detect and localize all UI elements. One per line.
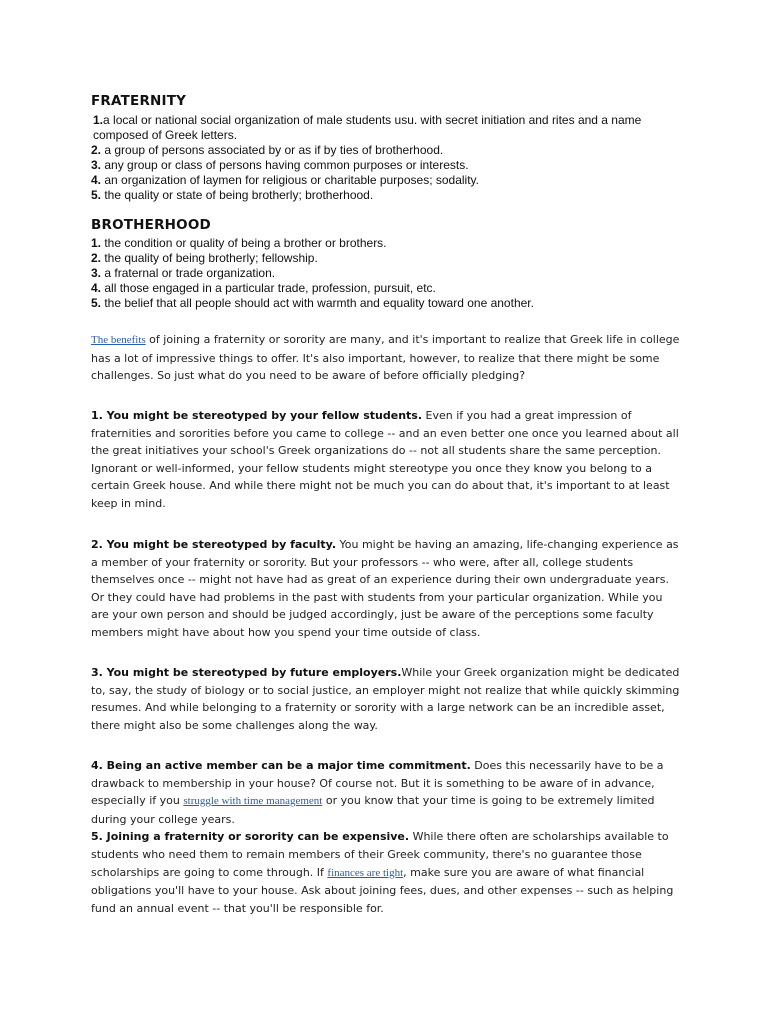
brotherhood-definitions xyxy=(91,236,651,311)
point-1-text xyxy=(91,407,681,513)
point-2-body: You might be having an amazing, life-changing experience as a member of your fraternity or sorority. But your professors -- who were, after all, college students themselves once -- might not have had as great of an experience during their own undergraduate years. Or they could have had problems in the past with students from your particular organization. While you are your own person and should be judged accordingly, just be aware of the perceptions some faculty members might have about how you spend your time outside of class. xyxy=(91,538,679,639)
definition-text: an organization of laymen for religious or charitable purposes; sodality. xyxy=(101,173,479,187)
definition-number: 4. xyxy=(91,281,102,295)
point-3-title: 3. You might be stereotyped by future employers. xyxy=(91,666,402,679)
definition-item xyxy=(91,296,651,311)
points-4-5-block xyxy=(91,757,681,917)
fraternity-heading: FRATERNITY xyxy=(91,93,187,109)
definition-number: 3. xyxy=(91,266,102,280)
definition-number: 2. xyxy=(91,251,102,265)
benefits-link[interactable]: The benefits xyxy=(91,334,146,346)
point-5-text xyxy=(91,828,681,917)
definition-item xyxy=(91,266,651,281)
definition-text: any group or class of persons having common purposes or interests. xyxy=(101,158,469,172)
definition-text: a local or national social organization of male students usu. with secret initiation and rites and a name composed of Greek letters. xyxy=(93,113,642,142)
definition-item xyxy=(91,143,651,158)
definition-item xyxy=(91,251,651,266)
point-5-title: 5. Joining a fraternity or sorority can be expensive. xyxy=(91,830,410,844)
definition-text: the quality of being brotherly; fellowship. xyxy=(101,251,318,265)
point-4-body-after: or you know that your time is going to be extremely limited during your college years. xyxy=(91,794,655,826)
brotherhood-heading: BROTHERHOOD xyxy=(91,217,211,233)
point-4-text xyxy=(91,757,681,828)
definition-text: the belief that all people should act with warmth and equality toward one another. xyxy=(101,296,534,310)
fraternity-definitions xyxy=(91,113,651,203)
definition-number: 4. xyxy=(91,173,102,187)
definition-number: 2. xyxy=(91,143,102,157)
point-2-paragraph xyxy=(91,536,681,642)
intro-text xyxy=(91,331,681,385)
point-3-body: While your Greek organization might be dedicated to, say, the study of biology or to social justice, an employer might not realize that while quickly skimming resumes. And while belonging to a fraternity or sorority with a large network can be an incredible asset, there might also be some challenges along the way. xyxy=(91,666,680,732)
definition-item xyxy=(91,188,651,203)
definition-item xyxy=(91,158,651,173)
definition-text: all those engaged in a particular trade, profession, pursuit, etc. xyxy=(101,281,436,295)
definition-number: 1. xyxy=(91,236,102,250)
point-2-text xyxy=(91,536,681,642)
definition-text: a group of persons associated by or as if by ties of brotherhood. xyxy=(101,143,444,157)
definition-item xyxy=(91,236,651,251)
point-4-title: 4. Being an active member can be a major time commitment. xyxy=(91,759,471,772)
time-management-link[interactable]: struggle with time management xyxy=(183,795,323,808)
definition-number: 5. xyxy=(91,188,102,202)
point-3-text xyxy=(91,664,681,734)
definition-text: the condition or quality of being a brother or brothers. xyxy=(101,236,387,250)
definition-item xyxy=(91,281,651,296)
definition-text: the quality or state of being brotherly; brotherhood. xyxy=(101,188,374,202)
point-4-body-before: Does this necessarily have to be a drawback to membership in your house? Of course not. But it is something to be aware of in advance, especially if you xyxy=(91,759,664,808)
point-3-paragraph xyxy=(91,664,681,734)
point-2-title: 2. You might be stereotyped by faculty. xyxy=(91,538,337,551)
definition-item xyxy=(91,113,651,143)
intro-paragraph xyxy=(91,331,681,385)
point-1-title: 1. You might be stereotyped by your fellow students. xyxy=(91,409,423,422)
point-1-body: Even if you had a great impression of fraternities and sororities before you came to college -- and an even better one once you learned about all the great initiatives your school's Greek organizations do -- not all students share the same perception. Ignorant or well-informed, your fellow students might stereotype you once they know you belong to a certain Greek house. And while there might not be much you can do about that, it's important to at least keep in mind. xyxy=(91,409,679,510)
definition-number: 3. xyxy=(91,158,102,172)
point-1-paragraph xyxy=(91,407,681,513)
point-5-body-after: , make sure you are aware of what financial obligations you'll have to your house. Ask about joining fees, dues, and other expenses -- such as helping fund an annual event -- that you'll be responsible for. xyxy=(91,865,674,915)
intro-body: of joining a fraternity or sorority are many, and it's important to realize that Greek life in college has a lot of impressive things to offer. It's also important, however, to realize that there might be some challenges. So just what do you need to be aware of before officially pledging? xyxy=(91,333,680,383)
definition-number: 5. xyxy=(91,296,102,310)
finances-link[interactable]: finances are tight xyxy=(327,866,404,879)
definition-item xyxy=(91,173,651,188)
point-5-body-before: While there often are scholarships available to students who need them to remain members of their Greek community, there's no guarantee those scholarships are going to come through. If xyxy=(91,830,669,879)
definition-number: 1. xyxy=(93,113,104,127)
definition-text: a fraternal or trade organization. xyxy=(101,266,276,280)
